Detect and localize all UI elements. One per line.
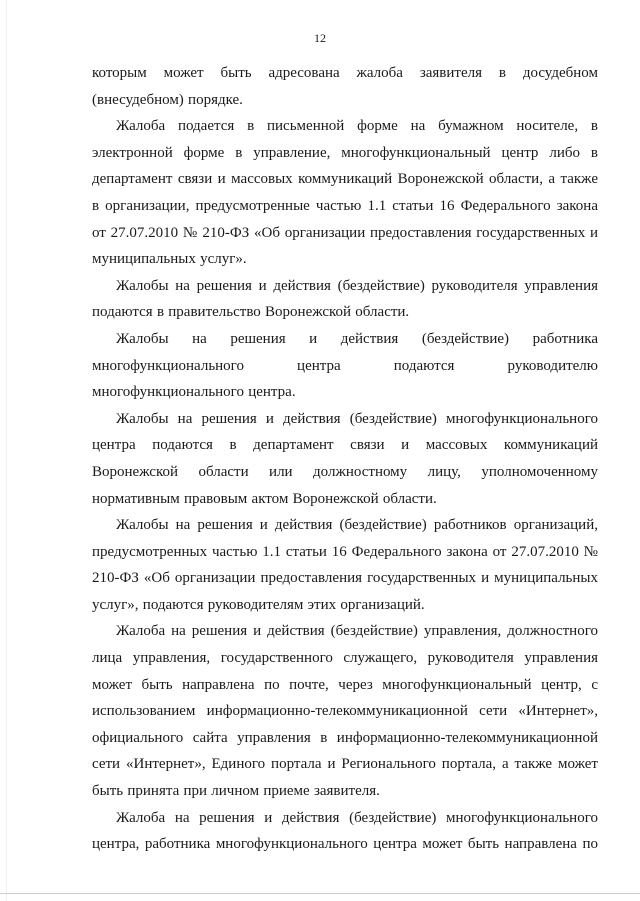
paragraph-7: Жалоба на решения и действия (бездействие) управления, должностного лица управления, государственного служащего, руководителя управления может быть направлена по почте, через многофункциональный центр, с использованием информационно-телекоммуникационной сети «Интернет», официального сайта управления в информационно-телекоммуникационной сети «Интернет», Единого портала и Регионального портала, а также может быть принята при личном приеме заявителя. [92, 623, 598, 800]
paragraph-3: Жалобы на решения и действия (бездействие) руководителя управления подаются в правительство Воронежской области. [92, 277, 598, 321]
scan-bottom-edge [0, 893, 640, 894]
paragraph-2: Жалоба подается в письменной форме на бумажном носителе, в электронной форме в управление, многофункциональный центр либо в департамент связи и массовых коммуникаций Воронежской области, а также в организации, предусмотренные частью 1.1 статьи 16 Федерального закона от 27.07.2010 № 210-ФЗ «Об организации предоставления государственных и муниципальных услуг». [92, 118, 598, 268]
paragraph-1: которым может быть адресована жалоба заявителя в досудебном (внесудебном) порядке. [92, 65, 598, 108]
paragraph-5: Жалобы на решения и действия (бездействие) многофункционального центра подаются в департамент связи и массовых коммуникаций Воронежской области или должностному лицу, уполномоченному нормативным правовым актом Воронежской области. [92, 410, 598, 507]
document-body [92, 60, 598, 858]
paragraph-4: Жалобы на решения и действия (бездействие) работника многофункционального центра подаются руководителю многофункционального центра. [92, 330, 598, 401]
paragraph-6: Жалобы на решения и действия (бездействие) работников организаций, предусмотренных частью 1.1 статьи 16 Федерального закона от 27.07.2010 № 210-ФЗ «Об организации предоставления государственных и муниципальных услуг», подаются руководителям этих организаций. [92, 517, 598, 613]
page-number: 12 [314, 31, 326, 45]
scan-edge [6, 0, 7, 901]
paragraph-8: Жалоба на решения и действия (бездействие) многофункционального центра, работника многофункционального центра может быть направлена по [92, 809, 598, 853]
